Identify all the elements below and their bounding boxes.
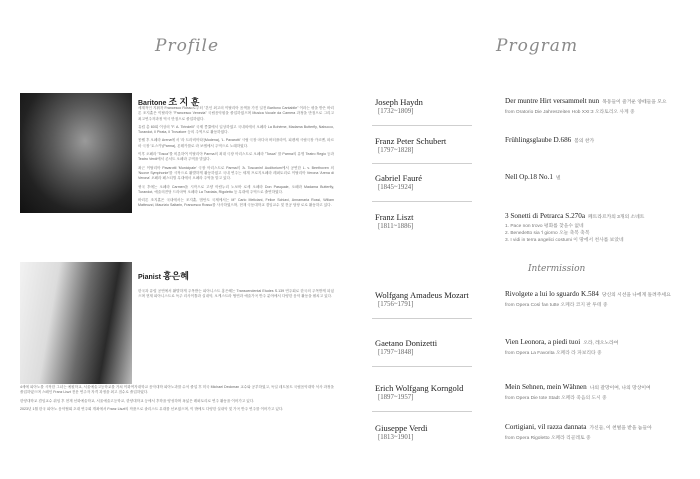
composer-name: Gabriel Fauré — [375, 173, 422, 183]
composer-years: [1797~1828] — [378, 147, 414, 154]
work-title-korean: 페트라르카의 3개의 소네트 — [588, 215, 645, 220]
baritone-name: 조 지 훈 — [168, 97, 200, 107]
divider — [372, 366, 472, 367]
composer-name: Franz Peter Schubert — [375, 136, 447, 146]
work-title-text: Mein Sehnen, mein Wähnen — [505, 383, 587, 391]
work-note: from Oratorio Die Jahreszeiten Hob XXI:3 오라토리오 사계 중 — [505, 110, 635, 115]
bio-paragraph: 4세에 피아노를 시작한 그녀는 예원학교, 서울예술고등학교를 거쳐 이화여자대학교 음악대학 피아노과를 수석 졸업 후 미국 Michael Deckman 교수와 공부하였고, 독일 데트몰트 국립음악대학 석사 과정을 졸업하였으며 스페인 Franz Liszt 전문 연주자 자격 과정을 최고 점수로 졸업하였다. — [20, 385, 334, 395]
work-title — [505, 173, 561, 181]
divider — [372, 411, 472, 412]
pianist-bio — [138, 289, 334, 303]
composer-years: [1732~1809] — [378, 108, 414, 115]
work-title-korean: 목동들이 즐거운 양떼들을 모으 — [602, 100, 667, 105]
work-title — [505, 338, 618, 346]
bio-paragraph: 2023년 1월 한국 피아노 음악협회 초대 연주회 개최에서 Franz Liszt의 작품으로 솔리스트 무대를 선보였으며, 이 밖에도 다양한 실내악 및 가곡 반주 연주를 이어가고 있다. — [20, 406, 284, 411]
divider — [372, 201, 472, 202]
composer-years: [1756~1791] — [378, 301, 414, 308]
intermission-label: Intermission — [528, 264, 586, 274]
work-title — [505, 212, 644, 220]
composer-years: [1897~1957] — [378, 394, 414, 401]
composer-years: [1797~1848] — [378, 349, 414, 356]
composer-name: Joseph Haydn — [375, 97, 423, 107]
pianist-heading — [138, 269, 189, 282]
divider — [372, 318, 472, 319]
work-title-text: Rivolgete a lui lo sguardo K.584 — [505, 290, 599, 298]
composer-years: [1845~1924] — [378, 184, 414, 191]
work-title — [505, 423, 652, 431]
bio-paragraph: 한양대학교 겸임교수 취임 후 현재 선화예술학교, 서울예술고등학교, 한양대학교 등에서 후학을 양성하며 폭넓은 레퍼토리로 연주 활동을 이어가고 있다. — [20, 398, 255, 403]
program-page — [350, 0, 700, 479]
work-title-korean: 넬 — [555, 176, 561, 181]
composer-years: [1813~1901] — [378, 434, 414, 441]
bio-paragraph: 몽펠 후 오페라 Arena에 서 '라 트라비아타'(Modena), 'L. Pavarotti' 시립 극장 마다마 버터플라이, 피렌체 시립극장 카르멘, 파르마 극장 '토스카'(Parma), 몬테카를로 라 보엠에서 주역으로 노래하였다. — [138, 138, 334, 148]
baritone-bio — [138, 106, 334, 212]
work-title — [505, 97, 666, 105]
bio-paragraph: 한국과 유럽 공연에서 활발하게 주목받는 피아니스트 홍은혜는 Transcendental Etudes S.139 연주회로 한국의 주목받게 되었으며 현재 피아니스트로 독주 리사이틀과 실내악, 오케스트라 협연과 예술가곡 반주 분야에서 다양한 음악 활동을 펼치고 있다. — [138, 289, 334, 299]
work-title-korean: 봄의 찬가 — [574, 139, 595, 144]
bio-paragraph: 바리톤 조지훈은 국내에서는 조지훈, 범안도 국제에서는 M° Carlo Meliciani, Felice Schiavi, Annamaria Rossi, Wiliam Matteuzzi, Maurizio Saltarin, Francesco Rosso를 사사하였으며, 현재 극동대학교 겸임교수 및 전공 담당 로로 활동하고 있다. — [138, 198, 334, 208]
work-title-text: Frühlingsglaube D.686 — [505, 136, 572, 144]
work-title-text: 3 Sonetti di Petrarca S.270a — [505, 212, 586, 220]
work-note: 2. Benedetto sia 'l giorno 오늘 축복 축복 — [505, 231, 590, 236]
work-title-text: Vien Leonora, a piedi tuoi — [505, 338, 581, 346]
divider — [372, 163, 472, 164]
profile-title: Profile — [155, 36, 220, 56]
work-title-korean: 나의 갈망이여, 나의 망상이여 — [589, 386, 651, 391]
work-note: 3. I vidi in terra angelici costumi 이 땅에서 천사를 보았네 — [505, 238, 624, 243]
program-title: Program — [496, 36, 579, 56]
baritone-role: Baritone — [138, 100, 167, 107]
composer-name: Gaetano Donizetti — [375, 338, 438, 348]
divider — [372, 125, 472, 126]
pianist-name: 홍은혜 — [162, 271, 189, 281]
work-note: from Opera La Favorita 오페라 라 파보리타 중 — [505, 351, 602, 356]
work-note: from Opera Rigoletto 오페라 리골레토 중 — [505, 436, 591, 441]
pianist-role: Pianist — [138, 274, 161, 281]
work-note: from Opera Die tote Stadt 오페라 죽음의 도시 중 — [505, 396, 607, 401]
bio-paragraph: 이후 오페라 "Tosca"를 비롯하여 이탈리아 Parma의 최대 극장 아리스트로 오페라 "Tosca" 를 Parma의 유명 Teatro Regio 등과 Teatro Verdi에서 콘서트 오페라 주역을 맡았다. — [138, 152, 334, 162]
baritone-photo — [20, 93, 132, 213]
composer-name: Erich Wolfgang Korngold — [375, 383, 464, 393]
work-title-korean: 가신들, 이 천벌을 받을 놈들아 — [589, 426, 652, 431]
work-title-korean: 당신의 시선을 나에게 돌려주세요 — [601, 293, 671, 298]
work-title — [505, 383, 651, 391]
pianist-bio-continued — [20, 385, 334, 415]
composer-name: Giuseppe Verdi — [375, 423, 428, 433]
bio-paragraph: 유럽 총 60회 이상의 "F. A. Tirindelli" 국제 콩쿨에서 입상하였고 국내외에서 오페라 La Bohème, Madama Butterfly, Nabucco, Turandot, Il Pirata, Il Trovatore 등의 주역으로 활동하였다. — [138, 124, 334, 135]
work-note: 1. Pace non trovo 평화를 찾을수 없네 — [505, 224, 584, 229]
composer-name: Wolfgang Amadeus Mozart — [375, 290, 469, 300]
work-title-text: Cortigiani, vil razza dannata — [505, 423, 587, 431]
work-title-text: Nell Op.18 No.1 — [505, 173, 553, 181]
work-title-korean: 오라, 레오노라여 — [583, 341, 619, 346]
bio-paragraph: 귀국 후에는 오페라 Carmen을 시작으로 고양 아람누리 노보바 로세 오페라 Don Pasquale, 오페라 Madama Butterfly, Turandot, 예술의전당 드라마틱 오페라 La Traviata, Rigoletto 등 무대에 주역으로 출연하였다. — [138, 184, 334, 194]
work-title-text: Der muntre Hirt versammelt nun — [505, 97, 600, 105]
pianist-photo — [20, 262, 132, 384]
composer-years: [1811~1886] — [378, 223, 414, 230]
composer-name: Franz Liszt — [375, 212, 414, 222]
bio-paragraph: 세계적인 지휘자 Francesco Rosso로부터 "본인 최고의 이탈리아 음색을 가진 일전 Baritono Cantabile" 이라는 평을 받은 바리톤 조지훈은 이탈리아 "Francesco Venezia" 국립음악원을 졸업하였으며 Musica Vocale da Camera 과정을 만점으로 그리고 최고연주자과정 역시 만점으로 졸업하였다. — [138, 106, 334, 121]
work-title — [505, 290, 671, 298]
work-title — [505, 136, 594, 144]
bio-paragraph: 최근 이탈리아 Pavarotti 'Municipale' 극장 아리스트로 Parma의 'A. Toscanini' Auditorium에서 공연한 L. v. Beethoven 의 'Nuove Symphonie'를 시작으로 활발하게 활동하였고 국내 연주는 세계 프로지오페라 레퍼토리로 이탈리아 Verona 'Arena di Verona' 오페라 페스티벌 무대에서 오페라 주역을 맡고 있다. — [138, 165, 334, 181]
work-note: from Opera Così fan tutte 오페라 코지 판 투테 중 — [505, 303, 608, 308]
